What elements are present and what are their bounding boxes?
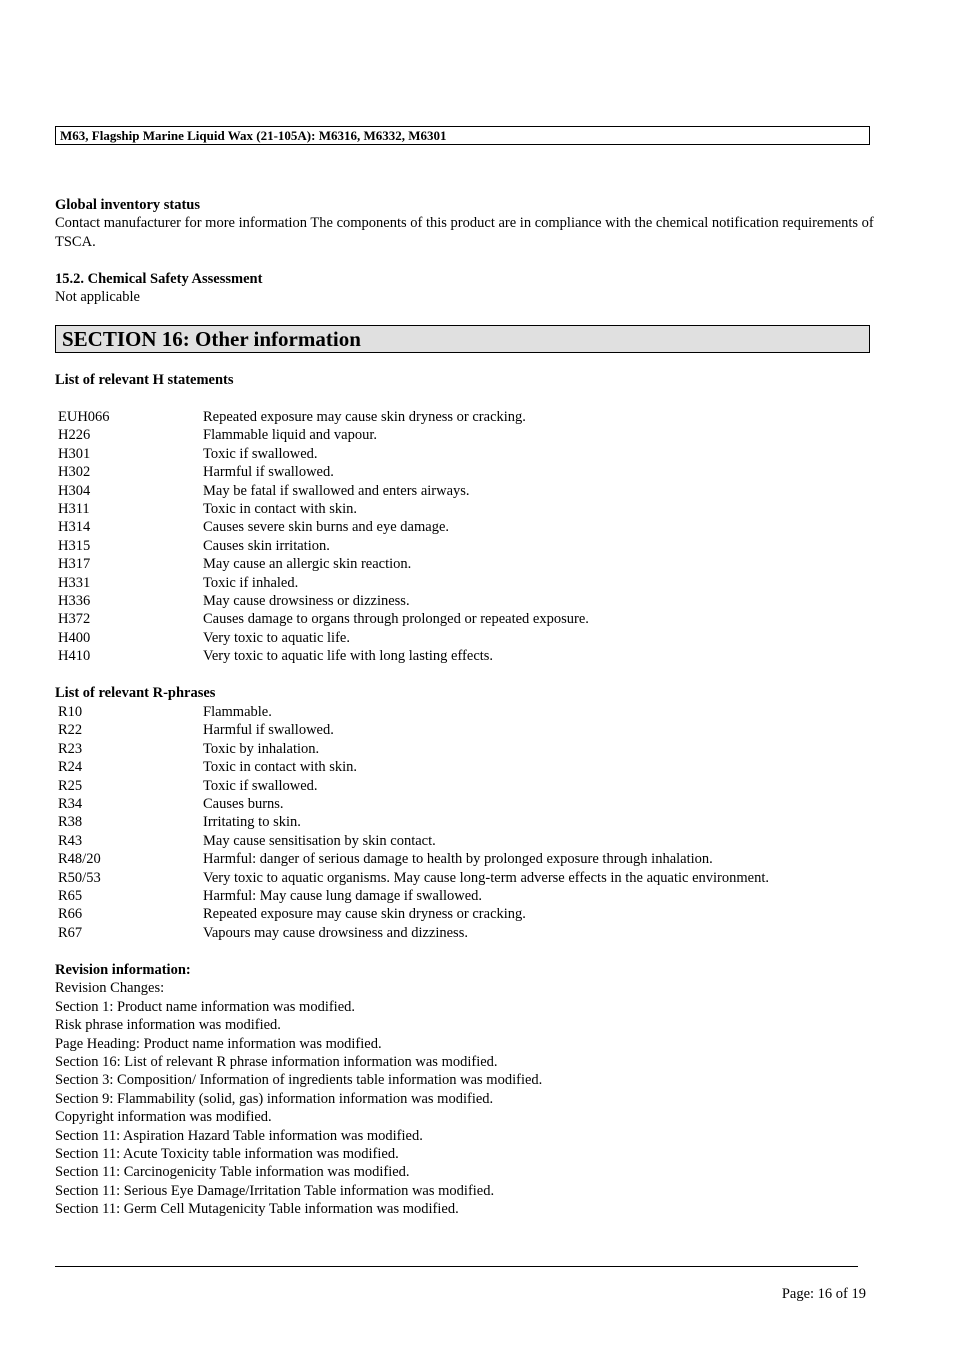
revision-line: Section 11: Aspiration Hazard Table information was modified.: [55, 1127, 423, 1144]
phrase-code: H302: [58, 464, 91, 481]
r-phrases-list: [58, 703, 858, 942]
revision-line: Section 9: Flammability (solid, gas) information information was modified.: [55, 1090, 494, 1107]
phrase-text: Flammable.: [203, 704, 272, 720]
r-phrases-title: List of relevant R-phrases: [55, 685, 216, 701]
revision-line: Risk phrase information was modified.: [55, 1017, 281, 1034]
phrase-row: [58, 574, 858, 592]
phrase-text: Harmful if swallowed.: [203, 464, 334, 481]
phrase-code: R65: [58, 887, 83, 904]
phrase-code: R43: [58, 832, 83, 849]
phrase-code: R50/53: [58, 869, 101, 886]
phrase-row: [58, 905, 858, 923]
phrase-text: Very toxic to aquatic life with long lasting effects.: [203, 648, 494, 665]
phrase-row: [58, 518, 858, 536]
phrase-text: Causes damage to organs through prolonged or repeated exposure.: [203, 611, 589, 628]
phrase-code: R10: [58, 704, 83, 720]
footer-divider: [55, 1266, 858, 1267]
phrase-row: [58, 721, 858, 739]
phrase-code: H315: [58, 537, 91, 554]
phrase-code: R24: [58, 759, 83, 776]
phrase-text: Irritating to skin.: [203, 814, 301, 831]
revision-line: Copyright information was modified.: [55, 1109, 272, 1126]
phrase-row: [58, 445, 858, 463]
revision-title: Revision information:: [55, 962, 191, 978]
phrase-code: H372: [58, 611, 91, 628]
section-16-title: SECTION 16: Other information: [62, 327, 361, 351]
phrase-text: Toxic if swallowed.: [203, 777, 318, 794]
revision-block: [55, 961, 875, 1219]
phrase-text: Harmful if swallowed.: [203, 722, 334, 739]
phrase-code: H331: [58, 574, 91, 591]
phrase-code: H301: [58, 445, 91, 462]
phrase-text: May cause sensitisation by skin contact.: [203, 832, 436, 849]
phrase-code: R34: [58, 795, 83, 812]
phrase-code: R23: [58, 740, 83, 757]
phrase-row: [58, 610, 858, 628]
revision-line: Section 16: List of relevant R phrase information information was modified.: [55, 1054, 498, 1071]
phrase-text: Harmful: May cause lung damage if swallowed.: [203, 887, 483, 904]
phrase-text: Toxic in contact with skin.: [203, 759, 358, 776]
chemical-safety-block: [55, 270, 875, 307]
phrase-code: H317: [58, 556, 91, 573]
revision-line: Section 11: Acute Toxicity table information was modified.: [55, 1146, 399, 1163]
phrase-text: Causes skin irritation.: [203, 537, 330, 554]
phrase-row: [58, 758, 858, 776]
revision-line: Section 1: Product name information was modified.: [55, 998, 356, 1015]
phrase-row: [58, 740, 858, 758]
chemical-safety-title: 15.2. Chemical Safety Assessment: [55, 271, 263, 287]
phrase-row: [58, 703, 858, 721]
phrase-code: H314: [58, 519, 91, 536]
phrase-code: R48/20: [58, 851, 101, 868]
revision-line: Section 11: Germ Cell Mutagenicity Table information was modified.: [55, 1201, 459, 1218]
phrase-row: [58, 869, 858, 887]
phrase-text: Repeated exposure may cause skin dryness or cracking.: [203, 906, 526, 923]
chemical-safety-text: Not applicable: [55, 289, 140, 306]
phrase-text: Causes burns.: [203, 795, 284, 812]
phrase-text: Toxic in contact with skin.: [203, 500, 358, 517]
phrase-code: R67: [58, 924, 83, 941]
phrase-row: [58, 777, 858, 795]
phrase-row: [58, 408, 858, 426]
section-16-heading: [55, 325, 870, 353]
phrase-code: EUH066: [58, 409, 110, 425]
phrase-text: Very toxic to aquatic life.: [203, 629, 350, 646]
revision-line: Revision Changes:: [55, 980, 165, 997]
page-number: Page: 16 of 19: [781, 1286, 866, 1302]
revision-line: Section 11: Serious Eye Damage/Irritation Table information was modified.: [55, 1182, 495, 1199]
phrase-row: [58, 482, 858, 500]
phrase-row: [58, 555, 858, 573]
h-statements-list: [58, 408, 858, 665]
phrase-code: R22: [58, 722, 83, 739]
phrase-text: Very toxic to aquatic organisms. May cause long-term adverse effects in the aquatic environment.: [203, 869, 769, 886]
phrase-code: H304: [58, 482, 91, 499]
revision-line: Page Heading: Product name information was modified.: [55, 1035, 382, 1052]
phrase-row: [58, 426, 858, 444]
phrase-text: Vapours may cause drowsiness and dizziness.: [203, 924, 468, 941]
phrase-row: [58, 500, 858, 518]
phrase-row: [58, 887, 858, 905]
phrase-text: Harmful: danger of serious damage to health by prolonged exposure through inhalation.: [203, 851, 713, 868]
product-title: M63, Flagship Marine Liquid Wax (21-105A): M6316, M6332, M6301: [60, 128, 447, 143]
phrase-row: [58, 924, 858, 942]
phrase-text: May cause drowsiness or dizziness.: [203, 592, 410, 609]
global-inventory-title: Global inventory status: [55, 197, 201, 213]
phrase-text: Repeated exposure may cause skin dryness or cracking.: [203, 409, 526, 425]
phrase-code: H410: [58, 648, 91, 665]
global-inventory-block: [55, 196, 875, 251]
revision-lines: [55, 979, 875, 1218]
phrase-row: [58, 537, 858, 555]
phrase-row: [58, 647, 858, 665]
phrase-text: May cause an allergic skin reaction.: [203, 556, 412, 573]
phrase-row: [58, 592, 858, 610]
phrase-row: [58, 813, 858, 831]
phrase-code: H400: [58, 629, 91, 646]
phrase-row: [58, 463, 858, 481]
phrase-code: H336: [58, 592, 91, 609]
phrase-text: Causes severe skin burns and eye damage.: [203, 519, 450, 536]
revision-line: Section 3: Composition/ Information of ingredients table information was modified.: [55, 1072, 543, 1089]
document-header: [55, 126, 870, 145]
phrase-text: Toxic if swallowed.: [203, 445, 318, 462]
phrase-text: Toxic by inhalation.: [203, 740, 320, 757]
phrase-text: May be fatal if swallowed and enters airways.: [203, 482, 470, 499]
global-inventory-text: Contact manufacturer for more information The components of this product are in compliance with the chemical notification requirements of TSCA.: [55, 215, 874, 250]
phrase-row: [58, 795, 858, 813]
phrase-code: R38: [58, 814, 83, 831]
revision-line: Section 11: Carcinogenicity Table information was modified.: [55, 1164, 410, 1181]
phrase-row: [58, 850, 858, 868]
phrase-code: H226: [58, 427, 91, 444]
h-statements-title: List of relevant H statements: [55, 372, 234, 388]
phrase-row: [58, 629, 858, 647]
phrase-text: Flammable liquid and vapour.: [203, 427, 377, 444]
phrase-code: R66: [58, 906, 83, 923]
phrase-code: H311: [58, 500, 90, 517]
phrase-text: Toxic if inhaled.: [203, 574, 299, 591]
phrase-row: [58, 832, 858, 850]
phrase-code: R25: [58, 777, 83, 794]
